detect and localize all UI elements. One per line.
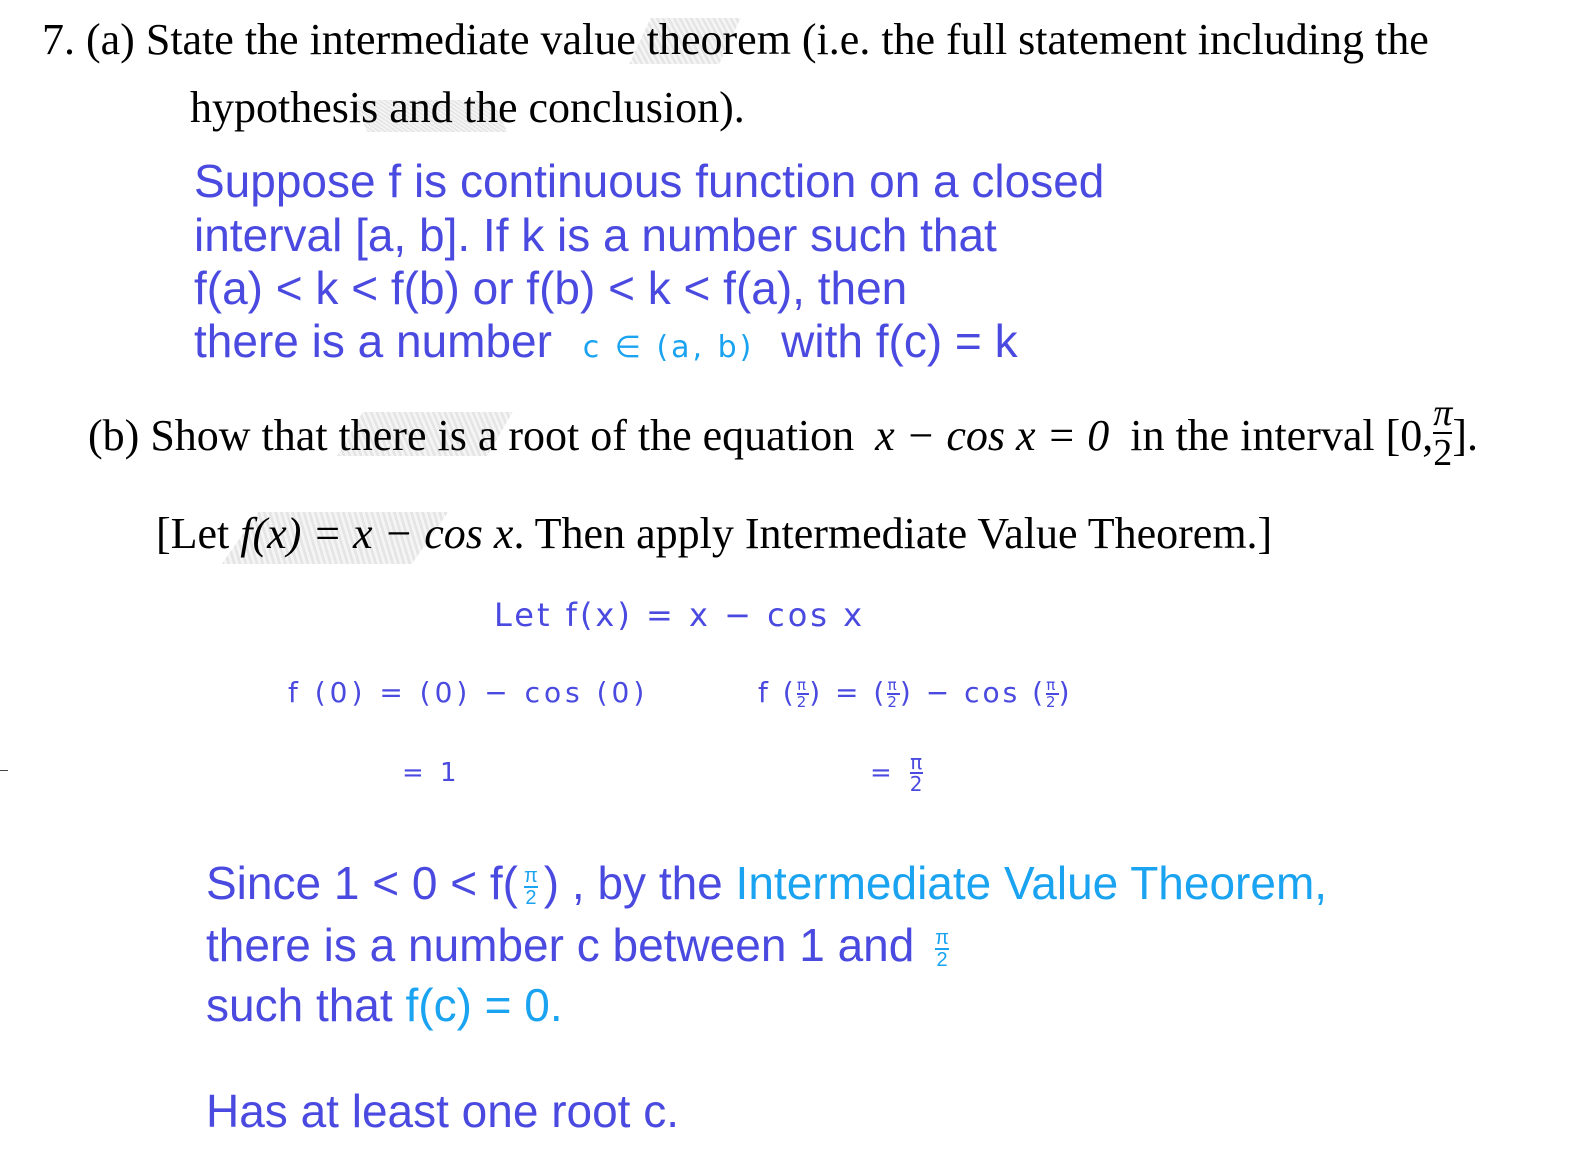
handwritten-fpi2-result: = $\frac{\pi}{2}$ <box>870 750 923 796</box>
scan-edge-mark <box>0 770 8 771</box>
pi-over-2-fraction: $\frac{\pi}{2}$ <box>909 750 923 796</box>
answer-a-line4-end: with f(c) = k <box>781 315 1018 367</box>
part-b-label: (b) <box>88 411 140 461</box>
pi-over-2-fraction: $\frac{\pi}{2}$ <box>523 864 538 909</box>
question-number: 7. <box>42 15 75 64</box>
handwritten-f0-line: f (0) = (0) − cos (0) <box>288 676 649 709</box>
handwritten-fpi2-line: f ( $\frac{\pi}{2}$ ) = ( $\frac{\pi}{2}$ ) − cos ( $\frac{\pi}{2}$ ) <box>758 676 1073 711</box>
part-a-text: State the intermediate value theorem (i.e. the full statement including the <box>145 15 1429 64</box>
answer-a-line2: interval [a, b]. If k is a number such that <box>194 209 997 261</box>
pi-over-2-fraction: $\frac{\pi}{2}$ <box>1433 392 1453 474</box>
pi-over-2-fraction: $\frac{\pi}{2}$ <box>1046 676 1059 711</box>
hint-rest: . Then apply Intermediate Value Theorem.] <box>513 509 1273 558</box>
handwritten-c-in-interval: c ∈ (a, b) <box>582 330 755 365</box>
part-a-label: (a) <box>86 15 135 64</box>
part-b-interval-text: in the interval <box>1130 411 1375 461</box>
pi-over-2-fraction: $\frac{\pi}{2}$ <box>935 926 949 971</box>
question-7b <box>88 392 1478 474</box>
conclusion-line3: such that f(c) = 0. <box>206 979 563 1031</box>
part-b-equation: x − cos x = 0 <box>875 411 1110 461</box>
final-statement: Has at least one root c. <box>206 1085 680 1137</box>
conclusion-fc-zero: f(c) = 0. <box>405 979 563 1031</box>
hint-equation: f(x) = x − cos x <box>240 509 514 558</box>
part-b-interval-open: [0, <box>1385 411 1434 461</box>
part-b-interval-close: ]. <box>1452 411 1478 461</box>
answer-a-line4 <box>194 314 1018 368</box>
question-7a-line2: hypothesis and the conclusion). <box>190 83 745 132</box>
hint-line <box>156 508 1272 559</box>
handwritten-let-line: Let f(x) = x − cos x <box>494 596 866 634</box>
question-7a-line1 <box>42 14 1429 65</box>
conclusion-line2: there is a number c between 1 and $\frac{\pi}{2}$ <box>206 919 949 971</box>
pi-over-2-fraction: $\frac{\pi}{2}$ <box>887 676 900 711</box>
handwritten-f0-result: = 1 <box>402 758 461 788</box>
pi-over-2-fraction: $\frac{\pi}{2}$ <box>796 676 810 711</box>
answer-a-line4-start: there is a number <box>194 315 552 367</box>
answer-a-line3: f(a) < k < f(b) or f(b) < k < f(a), then <box>194 262 908 314</box>
ivt-phrase: Intermediate Value Theorem, <box>735 857 1328 909</box>
part-b-text: Show that there is a root of the equation <box>150 411 855 461</box>
answer-a-line1: Suppose f is continuous function on a closed <box>194 155 1105 207</box>
conclusion-line1: Since 1 < 0 < f( $\frac{\pi}{2}$ ) , by the Intermediate Value Theorem, <box>206 857 1328 909</box>
hint-open: [Let <box>156 509 230 558</box>
